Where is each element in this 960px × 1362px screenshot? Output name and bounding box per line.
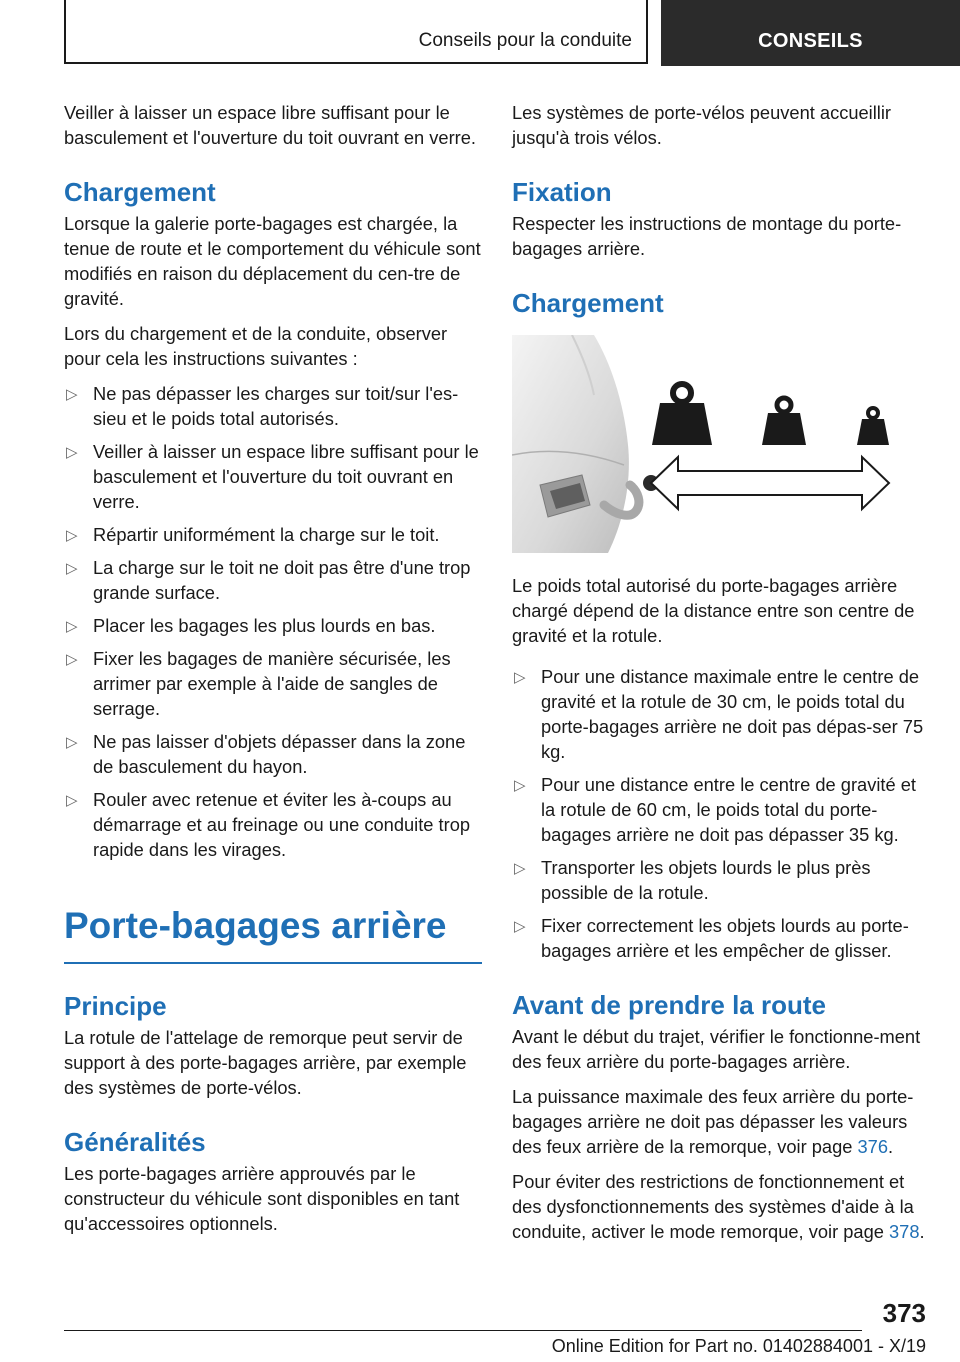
bullet-arrow-icon: ▷: [66, 792, 78, 809]
list-item-text: Veiller à laisser un espace libre suffisant pour le basculement et l'ouverture du toit ouvrant en verre.: [93, 441, 479, 512]
right-bullet-list: [512, 664, 930, 963]
list-item-text: Pour une distance maximale entre le centre de gravité et la rotule de 30 cm, le poids total du porte-bagages arrière ne doit pas dépas-ser 75 kg.: [541, 666, 924, 762]
page-link-376[interactable]: 376: [857, 1136, 889, 1157]
period: .: [888, 1136, 894, 1157]
bullet-arrow-icon: ▷: [66, 651, 78, 668]
list-item: [512, 664, 930, 764]
bullet-arrow-icon: ▷: [66, 386, 78, 403]
list-item-text: Fixer les bagages de manière sécurisée, les arrimer par exemple à l'aide de sangles de serrage.: [93, 648, 451, 719]
header-frame: [64, 0, 648, 64]
footer-rule: [64, 1330, 862, 1331]
bullet-arrow-icon: ▷: [514, 918, 526, 935]
heading-porte-bagages-arriere: Porte-bagages arrière: [64, 904, 482, 964]
car-rear-bumper-graphic: [512, 335, 629, 553]
list-item: [64, 381, 482, 431]
list-item: [64, 522, 482, 547]
bullet-arrow-icon: ▷: [66, 618, 78, 635]
chargement-paragraph-2: Lors du chargement et de la conduite, observer pour cela les instructions suivantes :: [64, 323, 448, 369]
footer-edition: Online Edition for Part no. 01402884001 - X/19: [551, 1336, 926, 1356]
list-item: [512, 772, 930, 847]
heading-avant-de-prendre-la-route: Avant de prendre la route: [512, 990, 826, 1020]
list-item: [64, 439, 482, 514]
list-item-text: Ne pas laisser d'objets dépasser dans la zone de basculement du hayon.: [93, 731, 466, 777]
fixation-paragraph: Respecter les instructions de montage du porte-bagages arrière.: [512, 213, 902, 259]
principe-paragraph: La rotule de l'attelage de remorque peut servir de support à des porte-bagages arrière, par exemple des systèmes de porte-vélos.: [64, 1027, 467, 1098]
list-item-text: La charge sur le toit ne doit pas être d'une trop grande surface.: [93, 557, 471, 603]
avant-paragraph-3: [512, 1169, 930, 1244]
avant-paragraph-3-text: Pour éviter des restrictions de fonctionnement et des dysfonctionnements des systèmes d'aide à la conduite, activer le mode remorque, voir page: [512, 1171, 914, 1242]
double-arrow-icon: [651, 457, 889, 509]
list-item: [512, 913, 930, 963]
bullet-arrow-icon: ▷: [66, 560, 78, 577]
period: .: [919, 1221, 925, 1242]
page-link-378[interactable]: 378: [889, 1221, 920, 1242]
heading-principe: Principe: [64, 991, 167, 1021]
list-item-text: Placer les bagages les plus lourds en bas.: [93, 615, 436, 636]
weight-medium-icon: [762, 398, 806, 445]
avant-paragraph-2-text: La puissance maximale des feux arrière du porte-bagages arrière ne doit pas dépasser les valeurs des feux arrière de la remorque, voir page: [512, 1086, 914, 1157]
page-number: 373: [882, 1298, 926, 1328]
bullet-arrow-icon: ▷: [514, 860, 526, 877]
bullet-arrow-icon: ▷: [66, 444, 78, 461]
bullet-arrow-icon: ▷: [514, 669, 526, 686]
list-item: [512, 855, 930, 905]
heading-generalites: Généralités: [64, 1127, 206, 1157]
generalites-paragraph: Les porte-bagages arrière approuvés par le constructeur du véhicule sont disponibles en tant qu'accessoires optionnels.: [64, 1163, 460, 1234]
list-item-text: Ne pas dépasser les charges sur toit/sur l'es-sieu et le poids total autorisés.: [93, 383, 459, 429]
avant-paragraph-2: [512, 1084, 930, 1159]
list-item-text: Répartir uniformément la charge sur le toit.: [93, 524, 440, 545]
list-item-text: Rouler avec retenue et éviter les à-coups au démarrage et au freinage ou une conduite trop rapide dans les virages.: [93, 789, 471, 860]
load-distance-illustration: [512, 335, 930, 553]
list-item: [64, 613, 482, 638]
bullet-arrow-icon: ▷: [66, 527, 78, 544]
left-column: [64, 100, 482, 1246]
right-intro-paragraph: Les systèmes de porte-vélos peuvent accueillir jusqu'à trois vélos.: [512, 102, 892, 148]
weight-small-icon: [857, 408, 889, 445]
heading-chargement-right: Chargement: [512, 288, 664, 318]
left-intro-paragraph: Veiller à laisser un espace libre suffisant pour le basculement et l'ouverture du toit ouvrant en verre.: [64, 102, 476, 148]
left-bullet-list: [64, 381, 482, 862]
chargement-right-paragraph: Le poids total autorisé du porte-bagages arrière chargé dépend de la distance entre son centre de gravité et la rotule.: [512, 575, 915, 646]
section-title: Conseils pour la conduite: [418, 30, 632, 51]
chapter-tab: [661, 0, 960, 66]
list-item: [64, 646, 482, 721]
chapter-tab-label: CONSEILS: [758, 30, 863, 52]
list-item: [64, 787, 482, 862]
chargement-paragraph-1: Lorsque la galerie porte-bagages est chargée, la tenue de route et le comportement du véhicule sont modifiés en raison du déplacement du cen-tre de gravité.: [64, 213, 481, 309]
avant-paragraph-1: Avant le début du trajet, vérifier le fonctionne-ment des feux arrière du porte-bagages arrière.: [512, 1026, 921, 1072]
list-item-text: Transporter les objets lourds le plus près possible de la rotule.: [541, 857, 871, 903]
right-column: [512, 100, 930, 1254]
list-item: [64, 729, 482, 779]
list-item: [64, 555, 482, 605]
bullet-arrow-icon: ▷: [514, 777, 526, 794]
list-item-text: Fixer correctement les objets lourds au porte-bagages arrière et les empêcher de glisser.: [541, 915, 909, 961]
weight-large-icon: [652, 384, 712, 445]
list-item-text: Pour une distance entre le centre de gravité et la rotule de 60 cm, le poids total du porte-bagages arrière ne doit pas dépasser 35 kg.: [541, 774, 916, 845]
bullet-arrow-icon: ▷: [66, 734, 78, 751]
heading-chargement: Chargement: [64, 177, 216, 207]
heading-fixation: Fixation: [512, 177, 612, 207]
